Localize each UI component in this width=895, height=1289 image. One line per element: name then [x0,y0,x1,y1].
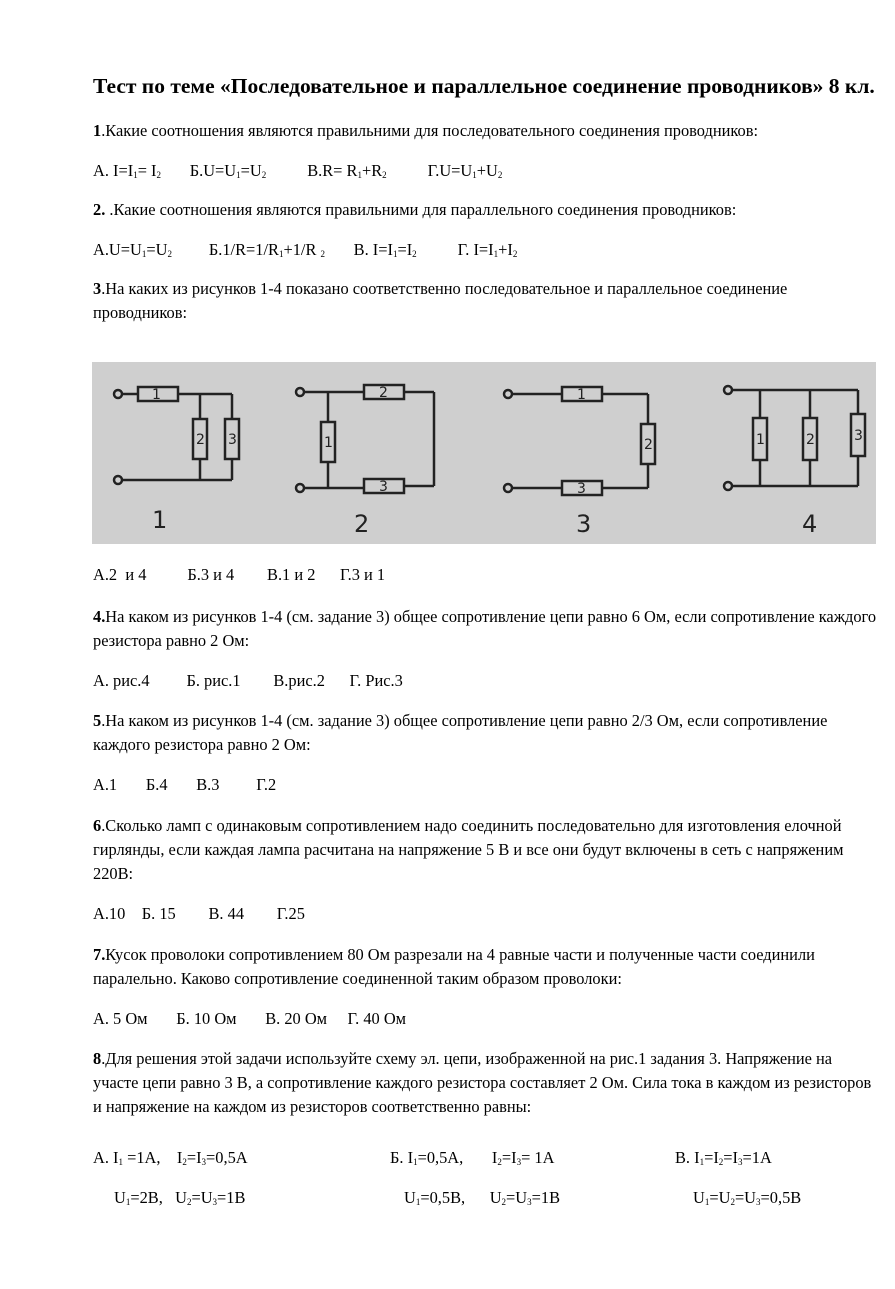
question-5 [93,709,878,757]
answer-8a-voltage: $U_1=2В$, $U_2=U_3=1В$ [114,1188,246,1207]
test-page-continued [93,563,878,1119]
question-number: 2. [93,200,106,219]
answers-6: А.10 Б. 15 В. 44 Г.25 [93,904,305,923]
resistor-number: 1 [577,387,586,403]
question-text: .На каких из рисунков 1-4 показано соответственно последовательное и параллельное соединение проводников: [93,279,788,322]
answers-4: А. рис.4 Б. рис.1 В.рис.2 Г. Рис.3 [93,671,403,690]
answers-1: А. $I=I_1= I_2$ $Б.U=U_1=U_2$ $В.R= R_1+R_2$ $Г.U=U_1+U_2$ [93,161,503,180]
circuit-diagrams [92,362,876,544]
answers-5: А.1 Б.4 В.3 Г.2 [93,775,277,794]
resistor-number: 2 [644,437,653,453]
resistor-number: 3 [577,481,586,497]
resistor-number: 2 [806,432,815,448]
question-text: .Сколько ламп с одинаковым сопротивлением надо соединить последовательно для изготовления елочной гирлянды, если каждая лампа расчитана на напряжение 5 В и все они будут включены в сеть с напряженим 220В: [93,816,844,883]
resistor-number: 2 [196,432,205,448]
question-number: 3 [93,279,102,298]
question-text: Кусок проволоки сопротивлением 80 Ом разрезали на 4 равные части и полученные части соединили паралельно. Каково сопротивление соединенной таким образом проволоки: [93,945,815,988]
question-number: 5 [93,711,102,730]
answers-7: А. 5 Ом Б. 10 Ом В. 20 Ом Г. 40 Ом [93,1009,407,1028]
answer-8c-current: В. $I_1=I_2=I_3=1А$ [675,1148,772,1167]
resistor-number: 1 [324,435,333,451]
question-6 [93,814,878,886]
resistor-number: 2 [379,385,388,401]
question-number: 7. [93,945,106,964]
question-8 [93,1047,878,1119]
question-text: .На каком из рисунков 1-4 (см. задание 3) общее сопротивление цепи равно 2/3 Ом, если сопротивление каждого резистора равно 2 Ом: [93,711,828,754]
page-title: Тест по теме «Последовательное и параллельное соединение проводников» 8 кл. [93,74,875,98]
resistor-number: 3 [379,479,388,495]
question-3 [93,277,878,325]
test-page [93,72,878,325]
answer-8b-current: Б. $I_1=0,5А$, $I_2=I_3= 1А$ [390,1148,555,1167]
answer-8b-voltage: $U_1=0,5В$, $U_2=U_3=1В$ [404,1188,560,1207]
answers-3: А.2 и 4 Б.3 и 4 В.1 и 2 Г.3 и 1 [93,565,386,584]
resistor-number: 1 [152,387,161,403]
resistor-number: 1 [756,432,765,448]
answer-8a-current: А. $I_1 =1А$, $I_2=I_3=0,5А$ [93,1148,248,1167]
question-4 [93,605,878,653]
question-1 [93,119,878,143]
figure-label-3: 3 [576,510,592,538]
resistor-number: 3 [228,432,237,448]
answer-8c-voltage: $U_1=U_2=U_3=0,5В$ [693,1188,802,1207]
question-text: На каком из рисунков 1-4 (см. задание 3) общее сопротивление цепи равно 6 Ом, если сопротивление каждого резистора равно 2 Ом: [93,607,877,650]
question-text: .Какие соотношения являются правильними для параллельного соединения проводников: [105,200,737,219]
figure-label-2: 2 [354,510,370,538]
question-number: 8 [93,1049,102,1068]
question-7 [93,943,878,991]
question-number: 6 [93,816,102,835]
question-text: .Для решения этой задачи используйте схему эл. цепи, изображенной на рис.1 задания 3. Напряжение на участе цепи равно 3 В, а сопротивление каждого резистора составляет 2 Ом. Сила тока в каждом из резисторов и напряжение на каждом из резисторов соответственно равны: [93,1049,872,1116]
question-number: 4. [93,607,106,626]
question-2 [93,198,878,222]
resistor-number: 3 [854,428,863,444]
figure-label-4: 4 [802,510,818,538]
question-text: .Какие соотношения являются правильними для последовательного соединения проводников: [101,121,759,140]
answers-2: $А.U=U_1=U_2$ $Б.1/R=1/R_1+1/R$ $_2$ В. $I=I_1=I_2$ Г. $I=I_1+I_2$ [93,240,518,259]
figure-label-1: 1 [152,506,168,534]
question-number: 1 [93,121,102,140]
circuit-figure [92,362,876,544]
